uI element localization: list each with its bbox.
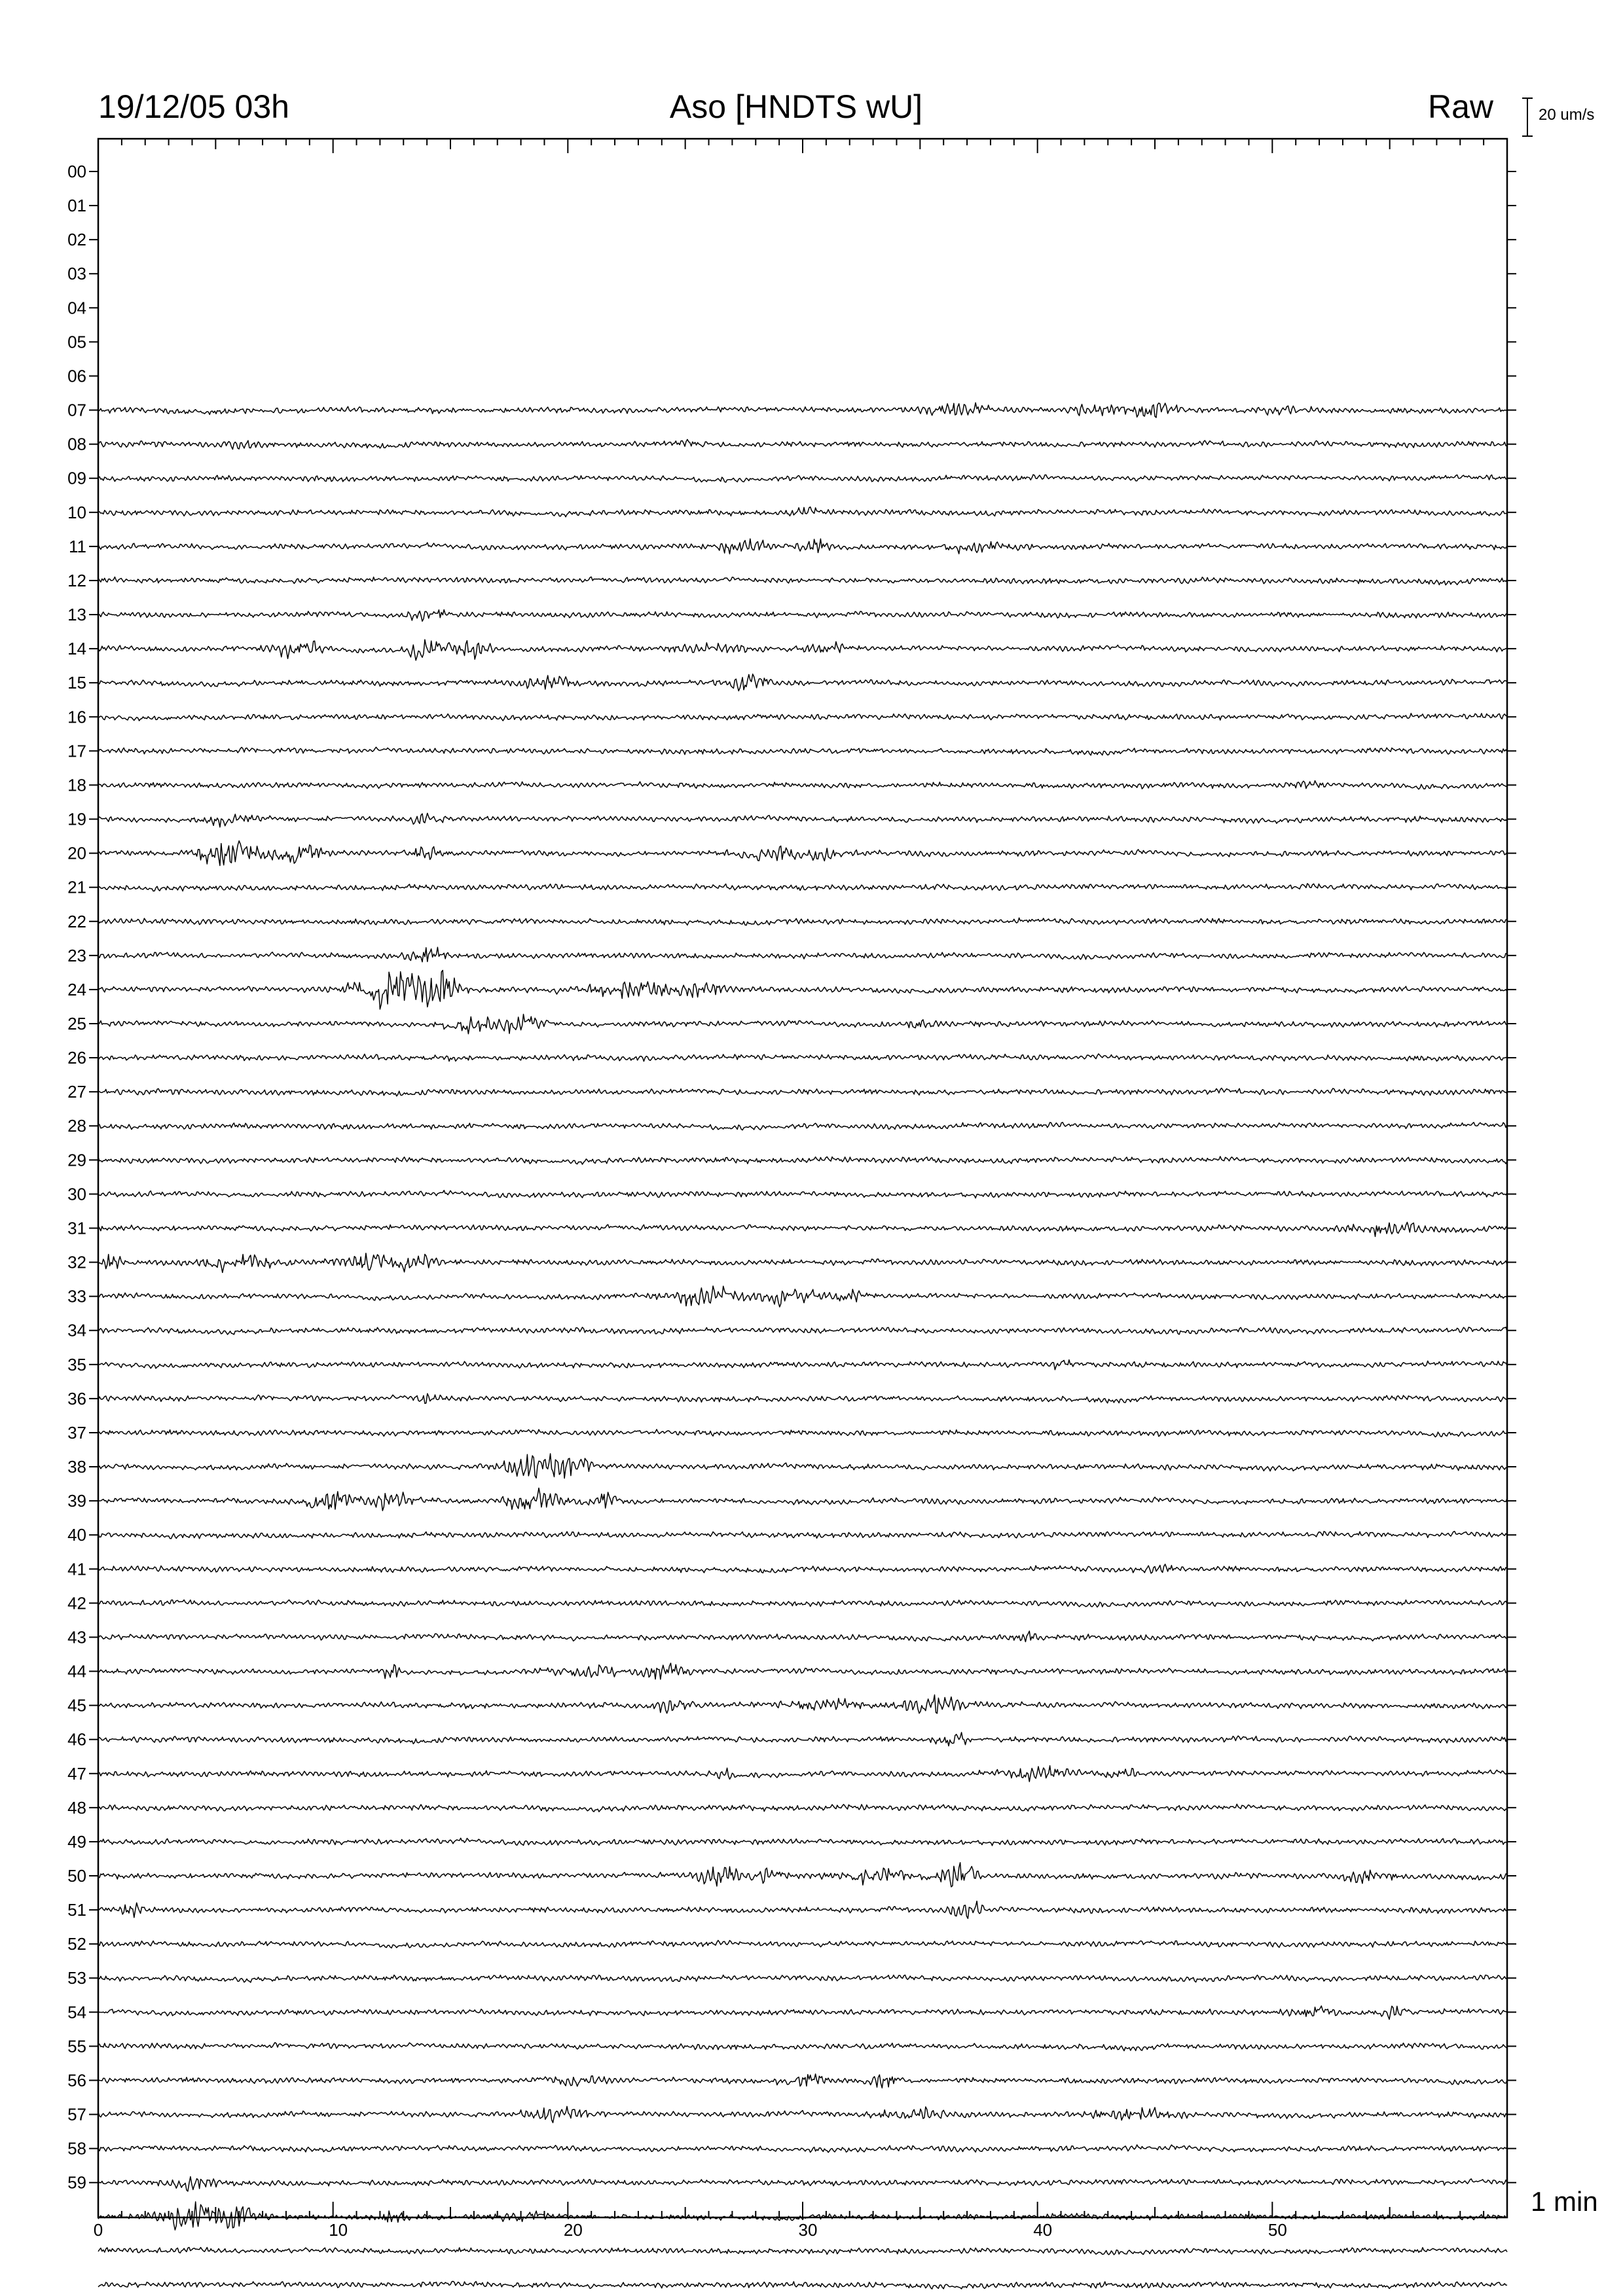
trace-line: [98, 841, 1507, 866]
trace-line: [98, 1014, 1507, 1034]
row-label: 48: [67, 1797, 86, 1818]
row-label: 44: [67, 1661, 86, 1681]
trace-line: [98, 1975, 1507, 1982]
trace-line: [98, 507, 1507, 517]
trace-line: [98, 2006, 1507, 2020]
row-label: 08: [67, 434, 86, 454]
trace-line: [98, 1054, 1507, 1061]
row-label: 18: [67, 775, 86, 795]
row-label: 45: [67, 1695, 86, 1715]
row-label: 06: [67, 366, 86, 386]
trace-line: [98, 1327, 1507, 1335]
row-label: 49: [67, 1831, 86, 1852]
trace-line: [98, 1253, 1507, 1273]
row-label: 58: [67, 2138, 86, 2159]
row-label: 34: [67, 1320, 86, 1340]
row-label: 33: [67, 1286, 86, 1306]
trace-line: [98, 2074, 1507, 2088]
row-label: 12: [67, 570, 86, 590]
row-label: 41: [67, 1559, 86, 1579]
plot-frame: [98, 139, 1507, 2217]
row-label: 56: [67, 2070, 86, 2090]
x-tick-label: 0: [93, 2220, 103, 2240]
trace-line: [98, 403, 1507, 418]
x-tick-label: 30: [798, 2220, 818, 2240]
trace-line: [98, 1360, 1507, 1370]
trace-line: [98, 610, 1507, 622]
trace-line: [98, 1532, 1507, 1539]
row-label: 32: [67, 1252, 86, 1272]
row-label: 02: [67, 230, 86, 250]
trace-line: [98, 1732, 1507, 1746]
x-tick-label: 50: [1267, 2220, 1287, 2240]
row-label: 51: [67, 1900, 86, 1920]
trace-line: [98, 2043, 1507, 2051]
time-axis-duration-label: 1 min: [1531, 2186, 1598, 2217]
trace-line: [98, 2145, 1507, 2153]
seismic-traces: [98, 403, 1507, 2289]
row-label: 55: [67, 2036, 86, 2056]
row-label: 16: [67, 707, 86, 727]
trace-line: [98, 971, 1507, 1010]
trace-line: [98, 747, 1507, 755]
row-label: 19: [67, 809, 86, 829]
trace-line: [98, 674, 1507, 691]
trace-line: [98, 1695, 1507, 1713]
row-label: 53: [67, 1968, 86, 1988]
date-hour-label: 19/12/05 03h: [98, 88, 289, 125]
trace-line: [98, 1663, 1507, 1679]
trace-line: [98, 1766, 1507, 1782]
row-label-axis: [67, 162, 1516, 2193]
trace-line: [98, 1429, 1507, 1437]
row-label: 05: [67, 332, 86, 352]
row-label: 25: [67, 1014, 86, 1033]
trace-line: [98, 539, 1507, 554]
row-label: 04: [67, 298, 86, 318]
row-label: 35: [67, 1354, 86, 1374]
trace-line: [98, 1454, 1507, 1479]
row-label: 50: [67, 1866, 86, 1886]
trace-line: [98, 814, 1507, 827]
trace-line: [98, 1804, 1507, 1812]
trace-line: [98, 1564, 1507, 1573]
x-tick-label: 10: [329, 2220, 348, 2240]
row-label: 47: [67, 1763, 86, 1784]
row-label: 46: [67, 1729, 86, 1749]
row-label: 57: [67, 2104, 86, 2125]
trace-line: [98, 884, 1507, 891]
row-label: 42: [67, 1593, 86, 1613]
trace-line: [98, 1157, 1507, 1164]
row-label: 43: [67, 1627, 86, 1647]
trace-line: [98, 1393, 1507, 1403]
trace-line: [98, 1122, 1507, 1130]
trace-line: [98, 577, 1507, 585]
row-label: 38: [67, 1457, 86, 1477]
row-label: 09: [67, 468, 86, 488]
trace-line: [98, 2106, 1507, 2123]
x-tick-label: 20: [563, 2220, 583, 2240]
row-label: 11: [69, 536, 86, 556]
trace-line: [98, 947, 1507, 961]
trace-line: [98, 1222, 1507, 1236]
trace-line: [98, 2282, 1507, 2289]
amplitude-scale-label: 20 um/s: [1539, 106, 1595, 124]
trace-line: [98, 1838, 1507, 1845]
row-label: 15: [67, 673, 86, 693]
trace-line: [98, 639, 1507, 660]
row-label: 52: [67, 1934, 86, 1954]
row-label: 26: [67, 1048, 86, 1068]
trace-line: [98, 1631, 1507, 1641]
trace-line: [98, 1901, 1507, 1919]
row-label: 14: [67, 639, 86, 659]
row-label: 07: [67, 400, 86, 420]
trace-line: [98, 781, 1507, 789]
station-title: Aso [HNDTS wU]: [669, 88, 923, 125]
trace-line: [98, 1088, 1507, 1096]
row-label: 37: [67, 1422, 86, 1443]
trace-line: [98, 475, 1507, 482]
row-label: 17: [67, 741, 86, 761]
trace-line: [98, 2248, 1507, 2255]
row-label: 36: [67, 1388, 86, 1408]
trace-line: [98, 1863, 1507, 1887]
row-label: 28: [67, 1116, 86, 1136]
trace-line: [98, 1286, 1507, 1307]
trace-line: [98, 1600, 1507, 1607]
row-label: 23: [67, 945, 86, 965]
row-label: 22: [67, 911, 86, 931]
row-label: 03: [67, 264, 86, 284]
row-label: 24: [67, 979, 86, 999]
x-axis: [94, 2202, 1507, 2240]
row-label: 29: [67, 1150, 86, 1170]
trace-line: [98, 439, 1507, 449]
row-label: 00: [67, 162, 86, 181]
x-tick-label: 40: [1033, 2220, 1053, 2240]
row-label: 39: [67, 1491, 86, 1511]
row-label: 30: [67, 1184, 86, 1204]
trace-line: [98, 1941, 1507, 1948]
amplitude-scale-bar: [1522, 98, 1533, 136]
row-label: 01: [67, 196, 86, 216]
trace-line: [98, 2177, 1507, 2191]
row-label: 31: [67, 1218, 86, 1238]
trace-line: [98, 713, 1507, 721]
row-label: 27: [67, 1082, 86, 1102]
row-label: 59: [67, 2172, 86, 2193]
row-label: 54: [67, 2002, 86, 2022]
trace-line: [98, 918, 1507, 925]
row-label: 20: [67, 843, 86, 863]
row-label: 40: [67, 1525, 86, 1545]
row-label: 13: [67, 605, 86, 625]
plot-border: [98, 139, 1507, 2217]
row-label: 10: [67, 502, 86, 522]
mode-label: Raw: [1427, 88, 1493, 125]
row-label: 21: [67, 877, 86, 897]
trace-line: [98, 1191, 1507, 1198]
trace-line: [98, 1488, 1507, 1511]
